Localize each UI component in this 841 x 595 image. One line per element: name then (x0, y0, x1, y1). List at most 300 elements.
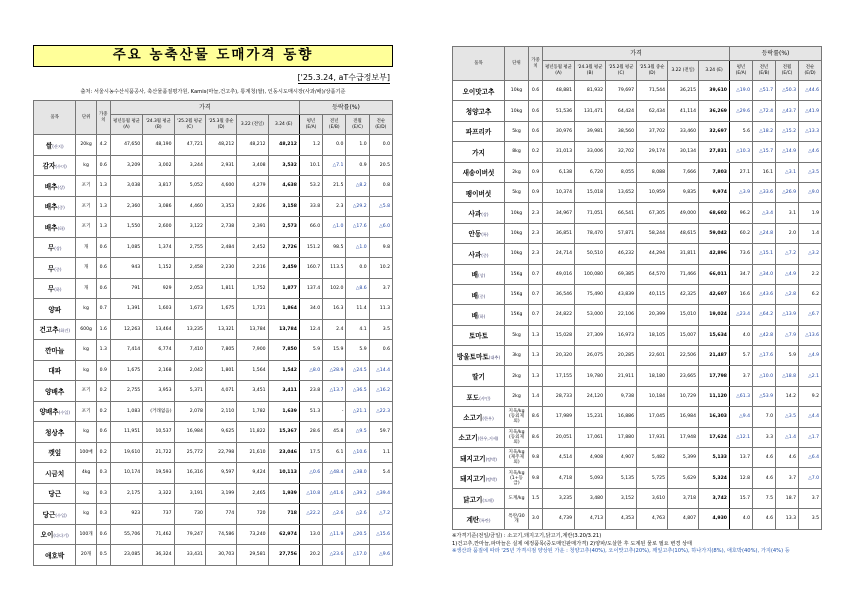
rate-value: △7.1 (323, 155, 346, 176)
table-row (453, 325, 822, 345)
price-value: 4,739 (543, 509, 575, 529)
price-value: 19,780 (575, 366, 606, 386)
price-value: 53,000 (575, 305, 606, 325)
rate-value: 4.0 (730, 325, 753, 345)
item-weight: 1.3 (96, 196, 110, 217)
price-value: 16,984 (174, 422, 205, 443)
price-value: 1,782 (237, 401, 268, 422)
price-value: 1,391 (110, 299, 142, 320)
table-row (34, 278, 393, 299)
rate-value: △44.6 (799, 81, 822, 101)
item-unit: 2kg (505, 386, 529, 406)
table-row (453, 244, 822, 264)
header-rate-col: 전월 (E/C) (776, 61, 799, 81)
item-unit: 지육/kg (제주제외) (505, 448, 529, 468)
rate-value: 21.5 (323, 176, 346, 197)
header-price-col: '25.3월 중순(D) (205, 115, 236, 135)
item-unit: 4kg (76, 463, 96, 484)
price-value: 2,391 (237, 217, 268, 238)
price-value: 730 (174, 504, 205, 525)
price-value: 39,981 (575, 121, 606, 141)
item-label: 돼지고기 (460, 454, 486, 463)
table-row (34, 504, 393, 525)
item-label: 배 (471, 271, 479, 280)
rate-value: △9.0 (799, 182, 822, 202)
price-value: 3,817 (143, 176, 174, 197)
rate-value: △2.6 (323, 504, 346, 525)
price-value: 3,086 (143, 196, 174, 217)
rate-value: △4.9 (799, 346, 822, 366)
item-label: 배 (471, 311, 479, 320)
price-today: 32,697 (699, 121, 730, 141)
rate-value: △50.3 (776, 81, 799, 101)
price-value: 33,006 (575, 142, 606, 162)
price-value: 34,967 (543, 203, 575, 223)
item-label: 가지 (472, 148, 485, 157)
price-value: 17,880 (606, 427, 637, 447)
item-label: 안동 (468, 230, 482, 239)
item-label: 사과 (468, 250, 482, 259)
item-name (34, 422, 76, 443)
price-value: 5,629 (668, 468, 699, 488)
item-weight: 8.6 (529, 427, 543, 447)
rate-value: 66.0 (299, 217, 322, 238)
rate-value: △7.2 (776, 244, 799, 264)
item-weight: 0.3 (96, 463, 110, 484)
item-weight: 0.2 (96, 401, 110, 422)
item-unit: 10kg (505, 81, 529, 101)
price-value: 11,951 (110, 422, 142, 443)
header-rate: 등락률(%) (299, 101, 392, 115)
rate-value: △18.2 (753, 121, 776, 141)
rate-value: △20.5 (346, 524, 369, 545)
header-price: 가격 (110, 101, 299, 115)
price-value: 4,713 (575, 509, 606, 529)
price-today: 3,742 (699, 488, 730, 508)
price-today: 2,459 (268, 258, 299, 279)
rate-value: △61.3 (730, 386, 753, 406)
price-today: 3,158 (268, 196, 299, 217)
item-weight: 1.3 (96, 340, 110, 361)
price-value: 17,155 (543, 366, 575, 386)
item-weight: 1.5 (529, 488, 543, 508)
price-value: 2,230 (205, 258, 236, 279)
item-label: 양배추 (45, 387, 65, 396)
rate-value: △14.9 (776, 142, 799, 162)
price-today: 4,930 (699, 509, 730, 529)
price-value: 15,018 (575, 182, 606, 202)
price-value: 71,462 (143, 524, 174, 545)
price-value: 16,886 (606, 407, 637, 427)
price-value: 42,325 (668, 284, 699, 304)
price-value: 48,881 (543, 81, 575, 101)
rate-value: 12.4 (299, 319, 322, 340)
price-value: 9,597 (205, 463, 236, 484)
rate-value: △24.5 (346, 360, 369, 381)
price-value: 2,110 (205, 401, 236, 422)
price-value: 55,706 (110, 524, 142, 545)
item-name (453, 264, 505, 284)
footnotes (452, 533, 822, 556)
table-row (34, 360, 393, 381)
price-value: 2,931 (205, 155, 236, 176)
rate-value: 59.7 (369, 422, 392, 443)
footnote-2: 1)건고추,깐마늘,파마늘은 실제 예정품목(중도매인판매가격) 2)양파/도살한 후 도계된 물로 필요 변경 상태 (452, 540, 693, 547)
price-value: 3,451 (237, 381, 268, 402)
rate-value: △7.0 (799, 468, 822, 488)
price-value: 13,235 (174, 319, 205, 340)
rate-value: 45.8 (323, 422, 346, 443)
table-row (34, 319, 393, 340)
price-value: 1,721 (237, 299, 268, 320)
price-value: 13,321 (205, 319, 236, 340)
item-weight: 0.6 (529, 121, 543, 141)
item-name (34, 176, 76, 197)
price-today: 2,726 (268, 237, 299, 258)
price-value: 3,408 (237, 155, 268, 176)
price-value: 2,360 (110, 196, 142, 217)
table-row (34, 176, 393, 197)
item-unit: 포기 (76, 176, 96, 197)
item-unit: 15Kg (505, 305, 529, 325)
rate-value: 11.3 (369, 299, 392, 320)
price-value: 36,546 (543, 284, 575, 304)
price-value: 4,908 (575, 448, 606, 468)
item-name (453, 366, 505, 386)
price-today: 19,024 (699, 305, 730, 325)
item-name (453, 182, 505, 202)
rate-value: △2.6 (346, 504, 369, 525)
item-weight: 0.2 (529, 142, 543, 162)
rate-value: △6.0 (369, 217, 392, 238)
price-value: 20,285 (606, 346, 637, 366)
footnote-3: ※생산과 품질에 따라 '25년 가격시점 양상된 가운 : 청양고추(40%), 오이맛고추(20%), 깨잎고추(10%), 하나가지(8%), 애호박(40%), 가지(4%) 등 (452, 548, 790, 554)
item-name (453, 407, 505, 427)
rate-value: 1.2 (299, 135, 322, 156)
item-unit: kg (76, 504, 96, 525)
price-value: 2,755 (110, 381, 142, 402)
rate-value: △48.4 (323, 463, 346, 484)
price-today: 59,042 (699, 223, 730, 243)
header-rate-col: 평년 (E/A) (730, 61, 753, 81)
price-value: 64,424 (606, 101, 637, 121)
rate-value: △10.0 (753, 366, 776, 386)
table-row (453, 101, 822, 121)
price-value: 2,465 (237, 483, 268, 504)
item-sub: (수입) (58, 410, 70, 416)
item-unit: 10kg (505, 223, 529, 243)
price-today: 1,639 (268, 401, 299, 422)
price-value: 30,134 (668, 142, 699, 162)
item-weight: 0.6 (529, 101, 543, 121)
price-today: 10,113 (268, 463, 299, 484)
item-label: 새송이버섯 (462, 169, 495, 178)
table-row (34, 135, 393, 156)
price-value: 46,232 (606, 244, 637, 264)
item-unit: 600g (76, 319, 96, 340)
header-weight: 가중치 (529, 47, 543, 81)
price-value: 8,055 (606, 162, 637, 182)
item-unit: 포기 (76, 381, 96, 402)
price-value: 10,174 (110, 463, 142, 484)
price-today: 27,756 (268, 545, 299, 566)
price-value: 3,953 (143, 381, 174, 402)
item-sub: (수입) (55, 512, 67, 518)
price-today: 21,487 (699, 346, 730, 366)
price-value: 10,959 (637, 182, 668, 202)
rate-value: 4.1 (346, 319, 369, 340)
price-value: 48,190 (143, 135, 174, 156)
rate-value: 53.2 (299, 176, 322, 197)
price-value: 47,650 (110, 135, 142, 156)
table-row (34, 483, 393, 504)
price-value: 1,564 (237, 360, 268, 381)
price-value: 1,752 (237, 278, 268, 299)
price-value: 7,805 (205, 340, 236, 361)
rate-value: 11.4 (346, 299, 369, 320)
price-value: 6,138 (543, 162, 575, 182)
price-value: 4,279 (237, 176, 268, 197)
item-sub: (중) (478, 293, 486, 299)
rate-value: 9.2 (799, 386, 822, 406)
price-today: 11,120 (699, 386, 730, 406)
table-row (34, 401, 393, 422)
price-value: 48,212 (237, 135, 268, 156)
table-row (453, 182, 822, 202)
rate-value: △26.9 (776, 182, 799, 202)
price-value: 1,550 (110, 217, 142, 238)
item-label: 포도 (466, 393, 480, 402)
price-value: 7,410 (174, 340, 205, 361)
header-price-col: '25.2월 평균(C) (606, 61, 637, 81)
rate-value: △11.9 (323, 524, 346, 545)
item-weight: 9.8 (529, 448, 543, 468)
price-today: 16,303 (699, 407, 730, 427)
item-unit: 10kg (505, 244, 529, 264)
price-value: 62,434 (637, 101, 668, 121)
price-value: 3,038 (110, 176, 142, 197)
price-value: 19,610 (110, 442, 142, 463)
rate-value: 27.1 (730, 162, 753, 182)
table-row (453, 407, 822, 427)
price-today: 3,411 (268, 381, 299, 402)
price-value: 9,835 (668, 182, 699, 202)
header-rate-col: 전월 (E/C) (346, 115, 369, 135)
price-value: 24,822 (543, 305, 575, 325)
price-value: 75,490 (575, 284, 606, 304)
header-price-col: 3.24 (E) (268, 115, 299, 135)
price-value: 4,807 (668, 509, 699, 529)
table-row (453, 427, 822, 447)
price-value: 32,702 (606, 142, 637, 162)
item-label: 소고기 (463, 413, 483, 422)
price-value: 11,822 (237, 422, 268, 443)
rate-value: △7.2 (369, 504, 392, 525)
price-value: 10,374 (543, 182, 575, 202)
price-value: 21,911 (606, 366, 637, 386)
table-row (453, 305, 822, 325)
rate-value: △10.6 (346, 442, 369, 463)
rate-value: △41.6 (323, 483, 346, 504)
item-label: 닭고기 (463, 495, 483, 504)
item-label: 딸기 (472, 373, 485, 382)
price-today: 68,602 (699, 203, 730, 223)
rate-value: 98.5 (323, 237, 346, 258)
price-value: 1,801 (205, 360, 236, 381)
price-value: 23,665 (668, 366, 699, 386)
item-name (34, 483, 76, 504)
price-value: 4,907 (606, 448, 637, 468)
rate-value: △36.5 (346, 381, 369, 402)
rate-value: △38.0 (346, 463, 369, 484)
rate-value: 13.7 (730, 448, 753, 468)
item-sub: (샤인) (479, 395, 491, 401)
item-label: 양파 (48, 305, 62, 314)
rate-value: 9.8 (369, 237, 392, 258)
item-unit: 지육/kg (1+등급) (505, 468, 529, 488)
price-value: 20,320 (543, 346, 575, 366)
item-sub: (상) (478, 273, 486, 279)
rate-value: △3.1 (776, 162, 799, 182)
rate-value: 5.4 (369, 463, 392, 484)
price-value: 1,152 (143, 258, 174, 279)
price-value: 36,324 (143, 545, 174, 566)
price-value: 2,175 (110, 483, 142, 504)
rate-value: △53.9 (753, 386, 776, 406)
price-value: 15,007 (668, 325, 699, 345)
price-value: 774 (205, 504, 236, 525)
table-row (34, 196, 393, 217)
price-today: 27,831 (699, 142, 730, 162)
rate-value: 7.0 (753, 407, 776, 427)
price-value: 38,560 (606, 121, 637, 141)
rate-value: △9.5 (346, 422, 369, 443)
price-today: 13,784 (268, 319, 299, 340)
price-value: 2,738 (205, 217, 236, 238)
price-value: 36,215 (668, 81, 699, 101)
rate-value: △6.4 (799, 448, 822, 468)
rate-value: △4.9 (776, 264, 799, 284)
item-unit: 3kg (505, 346, 529, 366)
table-row (34, 340, 393, 361)
price-value: 720 (237, 504, 268, 525)
item-unit: 포기 (76, 217, 96, 238)
rate-value: △17.6 (346, 217, 369, 238)
price-value: 24,714 (543, 244, 575, 264)
price-value: 10,729 (668, 386, 699, 406)
rate-value: 113.5 (323, 258, 346, 279)
item-weight: 0.7 (529, 264, 543, 284)
item-label: 시금치 (45, 469, 65, 478)
price-today: 17,624 (699, 427, 730, 447)
item-weight: 4.2 (96, 135, 110, 156)
rate-value: 5.6 (730, 121, 753, 141)
item-label: 소고기 (458, 434, 478, 443)
item-name (34, 217, 76, 238)
price-value: 3,122 (174, 217, 205, 238)
item-weight: 0.3 (96, 504, 110, 525)
table-row (453, 203, 822, 223)
price-value: 13,464 (143, 319, 174, 340)
item-unit: 2kg (505, 162, 529, 182)
table-row (453, 448, 822, 468)
item-unit: 100매 (76, 442, 96, 463)
item-label: 배추 (44, 203, 58, 212)
rate-value: 51.3 (299, 401, 322, 422)
price-value: 49,000 (668, 203, 699, 223)
item-unit: 15Kg (505, 284, 529, 304)
item-label: 무 (47, 244, 55, 253)
item-name (453, 488, 505, 508)
price-value: 3,199 (205, 483, 236, 504)
item-name (453, 284, 505, 304)
item-label: 배 (471, 291, 479, 300)
price-today: 42,896 (699, 244, 730, 264)
rate-value: 17.5 (299, 442, 322, 463)
item-label: 깐마늘 (45, 346, 65, 355)
item-unit: 도계/kg (505, 488, 529, 508)
price-value: 2,600 (143, 217, 174, 238)
rate-value: △13.6 (799, 325, 822, 345)
rate-value: 0.0 (346, 258, 369, 279)
price-value: 5,399 (668, 448, 699, 468)
price-value: 4,460 (174, 196, 205, 217)
price-value: 2,755 (174, 237, 205, 258)
price-value: 3,235 (543, 488, 575, 508)
price-today: 42,607 (699, 284, 730, 304)
rate-value: 1.9 (799, 203, 822, 223)
price-value: 3,152 (606, 488, 637, 508)
item-unit: 100개 (76, 524, 96, 545)
rate-value: △12.1 (730, 427, 753, 447)
item-weight: 1.3 (529, 366, 543, 386)
price-value: 29,174 (637, 142, 668, 162)
item-sub: (하) (54, 287, 62, 293)
header-rate-col: 평년 (E/A) (299, 115, 322, 135)
item-sub: (한우,거세) (477, 436, 499, 442)
item-label: 오이맛고추 (462, 87, 495, 96)
item-sub: (한우) (482, 415, 494, 421)
price-value: 81,932 (575, 81, 606, 101)
price-value: 5,371 (174, 381, 205, 402)
table-row (453, 264, 822, 284)
price-value: 16,973 (606, 325, 637, 345)
price-value: 9,738 (606, 386, 637, 406)
item-name (453, 305, 505, 325)
rate-value: △9.6 (369, 545, 392, 566)
item-weight: 0.6 (529, 81, 543, 101)
item-weight: 0.6 (96, 237, 110, 258)
rate-value: △3.5 (776, 407, 799, 427)
item-name (453, 121, 505, 141)
item-weight: 0.2 (96, 442, 110, 463)
price-value: 7,900 (237, 340, 268, 361)
item-unit: 5kg (505, 182, 529, 202)
item-weight: 0.3 (96, 483, 110, 504)
table-row (453, 162, 822, 182)
price-value: 22,601 (637, 346, 668, 366)
table-row (34, 463, 393, 484)
header-price-col: '24.3월 평균(B) (143, 115, 174, 135)
item-unit: 15Kg (505, 264, 529, 284)
item-label: 파프리카 (465, 128, 492, 137)
price-value: 67,305 (637, 203, 668, 223)
item-weight: 1.4 (529, 386, 543, 406)
price-value: 22,506 (668, 346, 699, 366)
table-row (34, 299, 393, 320)
table-row (453, 468, 822, 488)
item-name (34, 381, 76, 402)
